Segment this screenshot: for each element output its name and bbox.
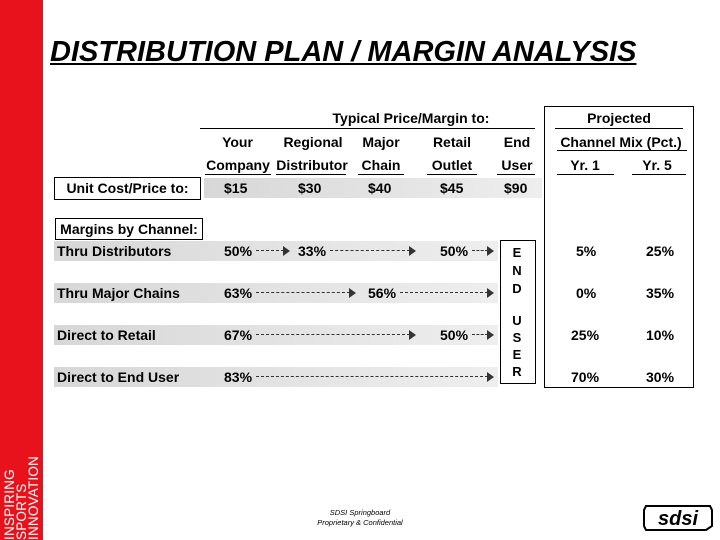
- channel-mix-yr1: 0%: [576, 285, 597, 301]
- header-outlet: Outlet: [431, 157, 473, 173]
- channel-mix-yr5: 10%: [646, 327, 675, 343]
- header-yr5: Yr. 5: [642, 157, 672, 173]
- user-letter-e: E: [512, 347, 522, 362]
- channel-margin-company: 50%: [224, 243, 253, 259]
- unit-cost-chain: $40: [368, 180, 392, 196]
- header-yr1: Yr. 1: [570, 157, 600, 173]
- logo-text: sdsi: [657, 508, 699, 530]
- unit-cost-label: Unit Cost/Price to:: [54, 177, 201, 200]
- channel-margin-chain: 56%: [368, 285, 397, 301]
- header-typical: Typical Price/Margin to:: [332, 110, 490, 126]
- unit-cost-enduser: $90: [504, 180, 528, 196]
- channel-mix-yr5: 25%: [646, 243, 675, 259]
- channel-margin-retail: 50%: [440, 243, 469, 259]
- header-company: Company: [206, 157, 270, 173]
- header-channel-mix: Channel Mix (Pct.): [560, 134, 682, 150]
- footer-line-2: Proprietary & Confidential: [317, 518, 403, 527]
- flow-arrow: [256, 288, 356, 298]
- flow-arrow: [256, 372, 494, 382]
- header-retail: Retail: [432, 134, 472, 150]
- channel-mix-yr5: 35%: [646, 285, 675, 301]
- underline-chain: [358, 174, 404, 175]
- underline-company: [205, 174, 271, 175]
- flow-arrow: [256, 246, 290, 256]
- end-letter-d: D: [512, 281, 522, 296]
- flow-arrow: [472, 246, 494, 256]
- header-major: Major: [362, 134, 400, 150]
- brand-tagline: INSPIRING SPORTS INNOVATION: [2, 455, 41, 540]
- header-mix-underline: [557, 150, 687, 151]
- underline-outlet: [427, 174, 477, 175]
- channel-margin-company: 67%: [224, 327, 253, 343]
- underline-user: [497, 174, 535, 175]
- slide-title: DISTRIBUTION PLAN / MARGIN ANALYSIS: [50, 36, 637, 68]
- channel-label: Thru Major Chains: [57, 285, 180, 301]
- end-letter-n: N: [512, 263, 522, 278]
- end-letter-e: E: [512, 245, 522, 260]
- channel-margin-distributor: 33%: [298, 243, 327, 259]
- header-regional: Regional: [283, 134, 343, 150]
- header-chain: Chain: [361, 157, 401, 173]
- flow-arrow: [330, 246, 416, 256]
- channel-mix-yr5: 30%: [646, 369, 675, 385]
- user-letter-r: R: [512, 364, 522, 379]
- unit-cost-company: $15: [224, 180, 248, 196]
- unit-cost-retail: $45: [440, 180, 464, 196]
- channel-mix-yr1: 25%: [571, 327, 600, 343]
- channel-label: Direct to Retail: [57, 327, 156, 343]
- header-projected-underline: [555, 128, 683, 129]
- margins-label: Margins by Channel:: [55, 218, 203, 240]
- underline-yr5: [632, 174, 686, 175]
- flow-arrow: [256, 330, 416, 340]
- channel-margin-company: 83%: [224, 369, 253, 385]
- channel-mix-yr1: 70%: [571, 369, 600, 385]
- header-distributor: Distributor: [276, 157, 348, 173]
- flow-arrow: [400, 288, 494, 298]
- user-letter-u: U: [512, 313, 522, 328]
- sdsi-logo: [642, 502, 714, 532]
- channel-label: Direct to End User: [57, 369, 180, 385]
- channel-mix-yr1: 5%: [576, 243, 597, 259]
- channel-label: Thru Distributors: [57, 243, 172, 259]
- unit-cost-distributor: $30: [298, 180, 322, 196]
- underline-distributor: [276, 174, 346, 175]
- footer: [0, 508, 720, 528]
- flow-arrow: [472, 330, 494, 340]
- channel-margin-retail: 50%: [440, 327, 469, 343]
- underline-yr1: [557, 174, 614, 175]
- footer-line-1: SDSI Springboard: [329, 508, 391, 517]
- end-user-box: [500, 240, 536, 384]
- user-letter-s: S: [512, 330, 522, 345]
- header-end: End: [503, 134, 531, 150]
- header-projected: Projected: [587, 110, 651, 126]
- header-typical-underline: [200, 128, 535, 129]
- channel-margin-company: 63%: [224, 285, 253, 301]
- header-user: User: [501, 157, 533, 173]
- header-your: Your: [222, 134, 253, 150]
